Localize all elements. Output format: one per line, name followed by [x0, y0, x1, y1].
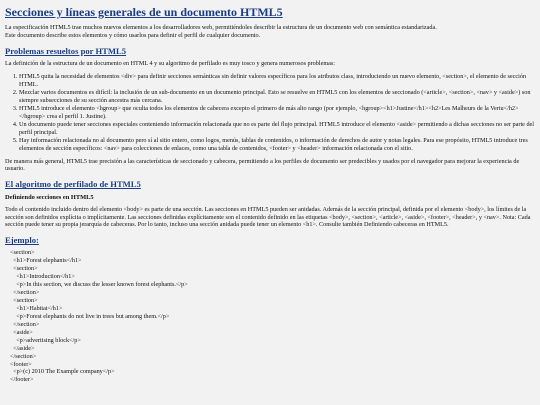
subheading-defining-sections: Definiendo secciones en HTML5	[5, 194, 94, 202]
list-item: 2. Mezclar varios documentos es difícil: la inclusión de un sub-documento en un documento principal. Esto se resuelve en HTML5 con los elementos de seccionado (<article>, <section>, <nav> y <aside>) son siempre subsecciones de su sección ancestra más cercana.	[19, 89, 535, 105]
list-item: 4. Un documento puede tener secciones especiales conteniendo información relacionada que no es parte del flujo principal. HTML5 introduce el elemento <aside> permitiendo a dichas secciones no ser parte del perfil principal.	[19, 121, 535, 137]
list-item: 1. HTML5 quita la necesidad de elementos <div> para definir secciones semánticas sin definir valores específicos para los atributos class, introduciendo un nuevo elemento, <section>, el elemento de sección HTML.	[19, 73, 535, 89]
problems-lead: La definición de la estructura de un documento en HTML 4 y su algoritmo de perfilado es muy tosco y genera numerosos problemas:	[5, 60, 336, 68]
list-item: 5. Hay información relacionada no al documento pero sí al sitio entero, como logos, menús, tablas de contenidos, o información de derechos de autor y notas legales. Para ese propósito, HTML5 introduce tres elementos de sección específicos: <nav> para colecciones de enlaces, como una tabla de contenidos, <footer> y <header> información relacionada con el sitio.	[19, 137, 535, 153]
intro	[5, 24, 535, 40]
problems-list	[5, 73, 535, 152]
example-code-block: <section> <h1>Forest elephants</h1> <section> <h1>Introduction</h1> <p>In this section, we discuss the lesser known forest elephants.</p> </section> <section> <h1>Habitat</h1> <p>Forest elephants do not live in trees but among them.</p> </section> <aside> <p>advertising block</p> </aside> </section> <footer> <p>(c) 2010 The Example company</p> </footer>	[10, 249, 188, 384]
section-heading-example: Ejemplo:	[5, 235, 39, 246]
problems-closing: De manera más general, HTML5 trae precisión a las características de seccionado y cabecera, permitiendo a los perfiles de documento ser predecibles y usados por el navegador para mejorar la experiencia de usuario.	[5, 157, 520, 173]
list-item: 3. HTML5 introduce el elemento <hgroup> que oculta todos los elementos de cabecera excepto el primero de más alto rango (por ejemplo, <hgroup><h1>Justine</h1><h2>Les Malheurs de la Vertu</h2></hgroup> crea el perfil 1. Justine).	[19, 105, 535, 121]
algorithm-paragraph: Todo el contenido incluido dentro del elemento <body> es parte de una sección. Las secciones en HTML5 pueden ser anidadas. Además de la sección principal, definida por el elemento <body>, los límites de la sección son definidos explícita o implícitamente. Las secciones definidas explícitamente son el contenido definido en las etiquetas <body>, <section>, <article>, <aside>, <footer>, <header>, y <nav>. Nota: Cada sección puede tener su propia jerarquía de cabeceras. Por lo tanto, incluso una sección anidada puede tener un elemento <h1>. Consulte también Definiendo cabeceras en HTML5.	[5, 205, 531, 229]
intro-paragraph: Este documento describe estos elementos y cómo usarlos para definir el perfil de cualquier documento.	[5, 32, 261, 40]
page-title: Secciones y líneas generales de un documento HTML5	[5, 5, 283, 19]
section-heading-algorithm: El algoritmo de perfilado de HTML5	[5, 179, 141, 190]
intro-paragraph: La especificación HTML5 trae muchos nuevos elementos a los desarrolladores web, permitiéndoles describir la estructura de un documento web con semántica estandarizada.	[5, 24, 437, 32]
section-heading-problems: Problemas resueltos por HTML5	[5, 46, 127, 57]
